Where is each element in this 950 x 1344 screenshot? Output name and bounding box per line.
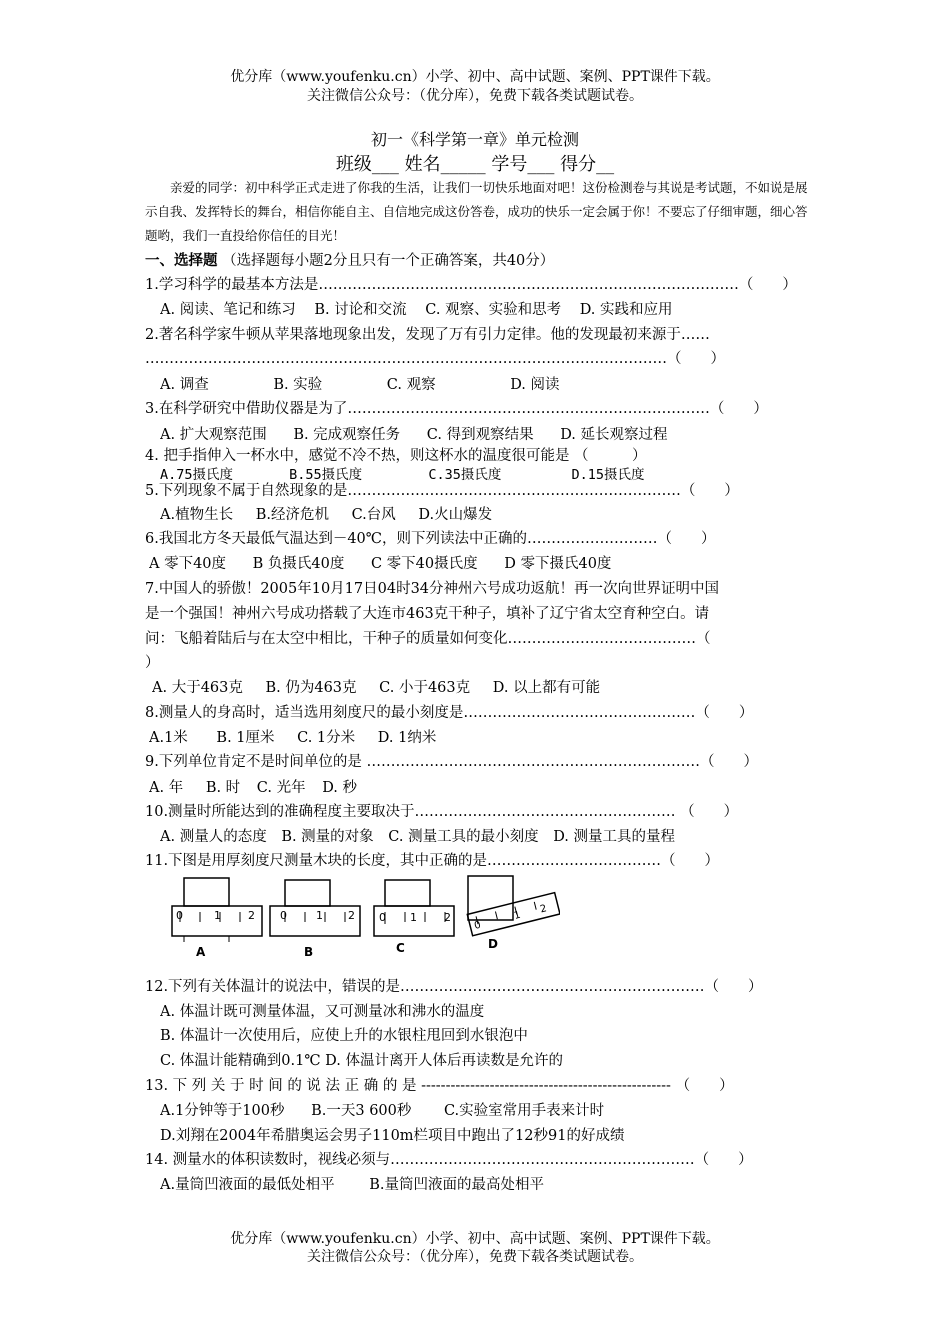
q14-option-a: A.量筒凹液面的最低处相平 xyxy=(160,1177,335,1193)
section-title: 一、选择题 xyxy=(145,252,218,269)
tick-label: 2 xyxy=(348,909,355,922)
ruler-option-a xyxy=(172,878,262,959)
q3-option-b: B. 完成观察任务 xyxy=(293,427,401,443)
q9-stem: 9.下列单位肯定不是时间单位的是 ……………………………………………………………（ ） xyxy=(145,754,758,770)
q1-stem: 1.学习科学的最基本方法是……………………………………………………………………………（ ） xyxy=(145,277,797,293)
tick-label: 0 xyxy=(176,909,183,922)
q10-option-c: C. 测量工具的最小刻度 xyxy=(388,829,539,845)
q12-option-a: A. 体温计既可测量体温，又可测量冰和沸水的温度 xyxy=(160,1004,485,1020)
figure-label-a: A xyxy=(196,945,206,959)
q10-options xyxy=(160,826,825,848)
q1-option-c: C. 观察、实验和思考 xyxy=(425,302,562,318)
q10-option-d: D. 测量工具的量程 xyxy=(553,829,676,845)
q7-options xyxy=(152,677,817,699)
q2-option-c: C. 观察 xyxy=(386,377,436,393)
q14-options xyxy=(160,1174,825,1196)
ruler-option-d xyxy=(467,876,560,951)
q3-option-a: A. 扩大观察范围 xyxy=(160,427,267,443)
q9-options xyxy=(149,777,814,799)
q9-option-a: A. 年 xyxy=(149,780,184,796)
q7-option-d: D. 以上都有可能 xyxy=(492,680,601,696)
tick-label: 2 xyxy=(539,903,548,916)
q7-stem-2: 是一个强国！神州六号成功搭载了大连市463克干种子，填补了辽宁省太空育种空白。请 xyxy=(145,606,710,622)
q8-option-b: B. 1厘米 xyxy=(216,730,275,746)
q2-options xyxy=(160,374,825,396)
q6-option-d: D 零下摄氏40度 xyxy=(504,556,612,572)
tick-label: 2 xyxy=(444,911,451,924)
q6-option-a: A 零下40度 xyxy=(149,556,227,572)
q1-option-b: B. 讨论和交流 xyxy=(314,302,407,318)
tick-label: 0 xyxy=(473,919,482,932)
figure-label-b: B xyxy=(304,945,314,959)
tick-label: 0 xyxy=(280,909,287,922)
figure-label-d: D xyxy=(488,937,498,951)
q13-option-b: B.一天3 600秒 xyxy=(311,1103,412,1119)
ruler-option-c xyxy=(374,880,454,955)
q13-options xyxy=(160,1100,825,1122)
footer-line-1: 优分库（www.youfenku.cn）小学、初中、高中试题、案例、PPT课件下载。 xyxy=(230,1231,720,1247)
q11-stem: 11.下图是用厚刻度尺测量木块的长度，其中正确的是………………………………（ ） xyxy=(145,853,720,869)
q13-option-d: D.刘翔在2004年希腊奥运会男子110m栏项目中跑出了12秒91的好成绩 xyxy=(160,1128,625,1144)
q5-option-a: A.植物生长 xyxy=(160,507,234,523)
q12-stem: 12.下列有关体温计的说法中，错误的是………………………………………………………（ ） xyxy=(145,979,763,995)
block-b xyxy=(285,880,330,906)
tick-label: 1 xyxy=(512,909,522,922)
q1-options xyxy=(160,299,825,321)
q6-option-b: B 负摄氏40度 xyxy=(252,556,345,572)
q8-option-d: D. 1纳米 xyxy=(377,730,437,746)
q4-stem: 4. 把手指伸入一杯水中，感觉不冷不热，则这杯水的温度很可能是 （ ） xyxy=(145,448,647,464)
q2-stem: 2.著名科学家牛顿从苹果落地现象出发，发现了万有引力定律。他的发现最初来源于…… xyxy=(145,327,710,343)
q14-stem: 14. 测量水的体积读数时，视线必须与………………………………………………………（ ） xyxy=(145,1152,753,1168)
q8-option-a: A.1米 xyxy=(149,730,188,746)
q8-stem: 8.测量人的身高时，适当选用刻度尺的最小刻度是…………………………………………（ ） xyxy=(145,705,754,721)
q3-options xyxy=(160,424,825,446)
q2-option-d: D. 阅读 xyxy=(510,377,560,393)
q9-option-b: B. 时 xyxy=(205,780,241,796)
q3-stem: 3.在科学研究中借助仪器是为了…………………………………………………………………（ ） xyxy=(145,401,768,417)
q8-options xyxy=(149,727,814,749)
q12-option-b: B. 体温计一次使用后，应使上升的水银柱甩回到水银泡中 xyxy=(160,1028,528,1044)
q12-option-cd: C. 体温计能精确到0.1℃ D. 体温计离开人体后再读数是允许的 xyxy=(160,1053,564,1069)
q1-option-d: D. 实践和应用 xyxy=(579,302,673,318)
q1-option-a: A. 阅读、笔记和练习 xyxy=(160,302,296,318)
q5-options xyxy=(160,504,825,526)
q9-option-d: D. 秒 xyxy=(322,780,358,796)
page-title: 初一《科学第一章》单元检测 xyxy=(370,130,579,149)
q7-option-b: B. 仍为463克 xyxy=(265,680,357,696)
q4-option-b: B.55摄氏度 xyxy=(289,467,363,483)
q7-stem-1: 7.中国人的骄傲！2005年10月17日04时34分神州六号成功返航！再一次向世界证明中国 xyxy=(145,581,720,597)
block-a xyxy=(184,878,229,906)
q2-stem-cont: ………………………………………………………………………………………………（ ） xyxy=(145,351,725,367)
q7-option-a: A. 大于463克 xyxy=(152,680,243,696)
q13-stem: 13. 下 列 关 于 时 间 的 说 法 正 确 的 是 --------------------------------------------------- （ ） xyxy=(145,1078,734,1094)
tick-label: 1 xyxy=(316,909,323,922)
student-info-line: 班级___ 姓名_____ 学号___ 得分__ xyxy=(335,154,615,175)
header-line-1: 优分库（www.youfenku.cn）小学、初中、高中试题、案例、PPT课件下载。 xyxy=(230,69,720,85)
q10-stem: 10.测量时所能达到的准确程度主要取决于……………………………………………… （ ） xyxy=(145,804,739,820)
figure-label-c: C xyxy=(396,941,405,955)
q6-option-c: C 零下40摄氏度 xyxy=(370,556,478,572)
q13-option-a: A.1分钟等于100秒 xyxy=(160,1103,285,1119)
tick-label: 0 xyxy=(379,911,386,924)
header-line-2: 关注微信公众号：（优分库），免费下载各类试题试卷。 xyxy=(307,88,643,104)
q5-option-c: C.台风 xyxy=(351,507,396,523)
q2-option-b: B. 实验 xyxy=(273,377,323,393)
q7-stem-3: 问：飞船着陆后与在太空中相比，干种子的质量如何变化…………………………………（ xyxy=(145,631,711,647)
ruler-option-b xyxy=(270,880,360,959)
q13-option-c: C.实验室常用手表来计时 xyxy=(443,1103,605,1119)
q10-option-a: A. 测量人的态度 xyxy=(160,829,267,845)
block-d xyxy=(468,876,513,920)
section-note: （选择题每小题2分且只有一个正确答案，共40分） xyxy=(222,253,555,269)
q14-option-b: B.量筒凹液面的最高处相平 xyxy=(369,1177,544,1193)
tick-label: 2 xyxy=(248,909,255,922)
q4-option-d: D.15摄氏度 xyxy=(571,467,645,483)
q3-option-d: D. 延长观察过程 xyxy=(560,427,668,443)
q7-stem-4: ） xyxy=(145,655,160,671)
q4-option-a: A.75摄氏度 xyxy=(160,467,234,483)
intro-paragraph: 亲爱的同学：初中科学正式走进了你我的生活，让我们一切快乐地面对吧！这份检测卷与其说是考试题，不如说是展示自我、发挥特长的舞台，相信你能自主、自信地完成这份答卷，成功的快乐一定会属于你！不要忘了仔细审题，细心答题哟，我们一直投给你信任的目光！ xyxy=(145,180,808,243)
q8-option-c: C. 1分米 xyxy=(297,730,356,746)
q2-option-a: A. 调查 xyxy=(160,377,209,393)
block-c xyxy=(385,880,430,906)
q7-option-c: C. 小于463克 xyxy=(379,680,471,696)
footer-line-2: 关注微信公众号：（优分库），免费下载各类试题试卷。 xyxy=(307,1249,643,1265)
q9-option-c: C. 光年 xyxy=(256,780,306,796)
q5-option-b: B.经济危机 xyxy=(255,507,329,523)
q6-options xyxy=(149,553,814,575)
tick-label: 1 xyxy=(410,911,417,924)
q5-option-d: D.火山爆发 xyxy=(418,507,493,523)
ruler-figure xyxy=(170,872,560,962)
q10-option-b: B. 测量的对象 xyxy=(281,829,374,845)
q5-stem: 5.下列现象不属于自然现象的是……………………………………………………………（ ） xyxy=(145,483,739,499)
q4-option-c: C.35摄氏度 xyxy=(428,467,502,483)
q6-stem: 6.我国北方冬天最低气温达到－40℃，则下列读法中正确的………………………（ ） xyxy=(145,531,716,547)
q3-option-c: C. 得到观察结果 xyxy=(426,427,534,443)
section-heading xyxy=(145,250,810,272)
tick-label: 1 xyxy=(214,909,221,922)
